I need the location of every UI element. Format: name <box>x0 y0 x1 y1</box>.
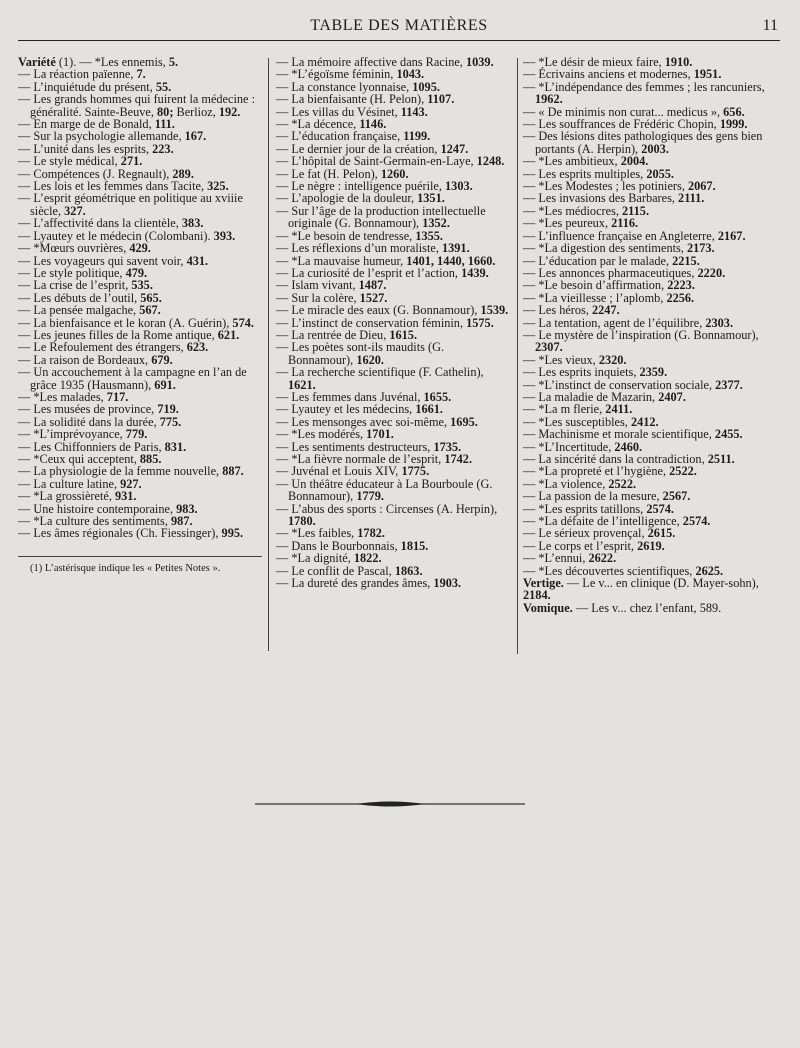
entry-page-ref: 1247. <box>440 141 469 156</box>
entry-title: — Le nègre : intelligence puérile, <box>276 179 446 194</box>
entry-title: — L’éducation par le malade, <box>523 253 673 268</box>
entry-title: — L’esprit géométrique en politique au xviiie siècle, <box>18 191 243 218</box>
entry-page-ref: 1401, 1440, 1660. <box>406 253 496 268</box>
entry-page-ref: 393. <box>213 228 236 243</box>
entry-title: — Un théâtre éducateur à La Bourboule (G. Bonnamour), <box>276 476 493 504</box>
entry-page-ref: 2167. <box>717 228 746 243</box>
entry-title: — *La dignité, <box>276 551 354 566</box>
entry-title: — *Les peureux, <box>523 216 612 231</box>
entry-page-ref: 2407. <box>658 389 686 404</box>
index-entry <box>276 503 512 528</box>
entry-title: — L’hôpital de Saint-Germain-en-Laye, <box>276 154 477 169</box>
entry-page-ref: 2223. <box>667 278 695 293</box>
entry-page-ref: 1143. <box>400 104 428 119</box>
entry-title: — L’abus des sports : Circenses (A. Herpin), <box>276 501 498 516</box>
entry-title: — *Les Modestes ; les potiniers, <box>523 179 688 194</box>
entry-page-ref: 1779. <box>356 489 384 504</box>
entry-page-ref: 1107. <box>427 92 455 107</box>
entry-title: — *La mauvaise humeur, <box>276 253 407 268</box>
entry-page-ref: 574. <box>232 315 254 330</box>
entry-title: — Sur la psychologie allemande, <box>18 129 185 144</box>
entry-page-ref: 2625. <box>695 563 724 578</box>
entry-title: — Les musées de province, <box>18 402 158 417</box>
entry-title: — *L’ennui, <box>523 551 589 566</box>
entry-title: — L’influence française en Angleterre, <box>523 228 718 243</box>
entry-title: — *La violence, <box>523 476 609 491</box>
entry-page-ref: 983. <box>176 501 198 516</box>
entry-title: — *Les découvertes scientifiques, <box>523 563 696 578</box>
entry-title: — La crise de l’esprit, <box>18 278 132 293</box>
page-header <box>18 16 780 42</box>
entry-page-ref: 289. <box>172 166 194 181</box>
index-column-1 <box>18 56 262 575</box>
entry-page-ref: 2067. <box>687 179 716 194</box>
entry-page-ref: 927. <box>120 476 142 491</box>
entry-page-ref: 271. <box>120 154 143 169</box>
entry-title: — Sur l’âge de la production intellectuelle originale (G. Bonnamour), <box>276 203 486 231</box>
entry-page-ref: 431. <box>186 253 209 268</box>
entry-page-ref: 1439. <box>461 265 489 280</box>
entry-title: — Les villas du Vésinet, <box>276 104 401 119</box>
entry-page-ref: 565. <box>140 290 162 305</box>
entry-page-ref: 223. <box>152 141 174 156</box>
index-entry <box>18 527 262 539</box>
entry-page-ref: 679. <box>151 352 173 367</box>
entry-title: — La physiologie de la femme nouvelle, <box>18 464 223 479</box>
entry-page-ref: 535. <box>131 278 153 293</box>
entry-page-ref: 656. <box>723 104 745 119</box>
entry-title: — Écrivains anciens et modernes, <box>523 67 694 82</box>
entry-title: — Les v... chez l’enfant, <box>572 600 700 615</box>
entry-page-ref: 2359. <box>639 365 668 380</box>
entry-title: — Les esprits inquiets, <box>523 365 640 380</box>
entry-page-ref: 2455. <box>714 427 743 442</box>
entry-page-ref: 1352. <box>422 216 450 231</box>
entry-title: — Le style médical, <box>18 154 121 169</box>
entry-title: — *Les modérés, <box>276 427 367 442</box>
entry-title: — « De minimis non curat... medicus », <box>523 104 724 119</box>
entry-title: — La sincérité dans la contradiction, <box>523 452 708 466</box>
entry-title: — La mémoire affective dans Racine, <box>276 55 466 69</box>
index-entry <box>276 205 512 230</box>
index-entry <box>18 93 262 118</box>
entry-title: — Les souffrances de Frédéric Chopin, <box>523 117 720 132</box>
entry-page-ref: 1822. <box>353 551 382 566</box>
entry-page-ref: 779. <box>125 427 148 442</box>
entry-page-ref: 1910. <box>664 55 693 69</box>
entry-page-ref: 1620. <box>356 352 384 367</box>
entry-page-ref: 1701. <box>366 427 394 442</box>
entry-page-ref: 2115. <box>622 203 650 218</box>
entry-title: — La passion de la mesure, <box>523 489 663 504</box>
entry-title: — Les réflexions d’un moraliste, <box>276 241 442 256</box>
entry-page-ref: 2055. <box>646 166 674 181</box>
entry-page-ref: 2004. <box>620 154 649 169</box>
entry-title: — *La fièvre normale de l’esprit, <box>276 452 445 466</box>
index-entry <box>523 81 771 106</box>
entry-title: — Le v... en clinique (D. Mayer-sohn), <box>563 576 759 591</box>
entry-title: — Le miracle des eaux (G. Bonnamour), <box>276 303 481 318</box>
entry-title: — *Les esprits tatillons, <box>523 501 647 516</box>
entry-page-ref: 1661. <box>415 402 443 417</box>
index-column-3 <box>523 56 771 614</box>
entry-title: — Les poètes sont-ils maudits (G. Bonnamour), <box>276 340 445 367</box>
entry-title: — *Le désir de mieux faire, <box>523 55 665 69</box>
page-number: 11 <box>762 17 778 34</box>
entry-page-ref: 2511. <box>707 452 735 466</box>
entry-title: — *Le besoin d’affirmation, <box>523 278 668 293</box>
entry-title: — Lyautey et le médecin (Colombani). <box>18 228 214 243</box>
entry-title: — L’instinct de conservation féminin, <box>276 315 467 330</box>
entry-page-ref: 1782. <box>357 526 385 541</box>
entry-title: — *La digestion des sentiments, <box>523 241 687 256</box>
index-entry <box>276 341 512 366</box>
entry-page-ref: 1742. <box>444 452 473 466</box>
entry-title: — Les femmes dans Juvénal, <box>276 389 424 404</box>
entry-page-ref: 2320. <box>598 352 627 367</box>
entry-title: — *La grossièreté, <box>18 489 115 504</box>
entry-page-ref: 885. <box>139 452 162 466</box>
entry-page-ref: 987. <box>171 514 193 529</box>
entry-title: — Le Refoulement des étrangers, <box>18 340 187 355</box>
entry-title: — L’affectivité dans la clientèle, <box>18 216 182 231</box>
entry-title: — *La défaite de l’intelligence, <box>523 514 683 529</box>
entry-title: — *La propreté et l’hygiène, <box>523 464 670 479</box>
entry-page-ref: 567. <box>139 303 161 318</box>
entry-page-ref: 691. <box>154 377 176 392</box>
entry-title: — *La m flerie, <box>523 402 606 417</box>
entry-heading: Vertige. <box>523 576 564 591</box>
entry-page-ref: 192. <box>218 104 241 119</box>
index-column-2 <box>276 56 512 589</box>
entry-page-ref: 2412. <box>630 414 659 429</box>
entry-title: — *L’instinct de conservation sociale, <box>523 377 716 392</box>
entry-title: — La rentrée de Dieu, <box>276 327 390 342</box>
footnote-rule <box>18 556 262 557</box>
entry-page-ref: 2411. <box>605 402 633 417</box>
entry-title: — *L’indépendance des femmes ; les rancuniers, <box>523 79 765 94</box>
entry-page-ref: 831. <box>164 439 187 454</box>
entry-page-ref: 2184. <box>523 588 551 603</box>
entry-page-ref: 1248. <box>476 154 505 169</box>
entry-title: — Lyautey et les médecins, <box>276 402 416 417</box>
entry-title: — Les héros, <box>523 303 592 318</box>
entry-title: — *La culture des sentiments, <box>18 514 171 529</box>
entry-title: — La bienfaisante (H. Pelon), <box>276 92 428 107</box>
entry-title: — La solidité dans la durée, <box>18 414 160 429</box>
entry-title: — *Le besoin de tendresse, <box>276 228 416 243</box>
entry-page-ref: 2460. <box>614 439 643 454</box>
entry-title-cont: Berlioz, <box>173 104 219 119</box>
entry-title: — Les annonces pharmaceutiques, <box>523 265 698 280</box>
entry-page-ref: 1863. <box>394 563 423 578</box>
entry-title: — La tentation, agent de l’équilibre, <box>523 315 706 330</box>
entry-title: — La maladie de Mazarin, <box>523 389 659 404</box>
entry-title: — Les mensonges avec soi-même, <box>276 414 451 429</box>
entry-title: — Le sérieux provençal, <box>523 526 648 541</box>
entry-page-ref: 5. <box>168 55 179 69</box>
entry-page-ref: 1199. <box>403 129 431 144</box>
entry-title: — Le conflit de Pascal, <box>276 563 395 578</box>
entry-title: — Les invasions des Barbares, <box>523 191 679 206</box>
index-entry <box>18 366 262 391</box>
entry-page-ref: 1615. <box>389 327 418 342</box>
entry-page-ref: 1355. <box>415 228 443 243</box>
entry-page-ref: 325. <box>207 179 229 194</box>
index-entry <box>523 130 771 155</box>
entry-title: — *La décence, <box>276 117 360 132</box>
entry-page-ref: 1951. <box>693 67 722 82</box>
entry-page-ref: 1575. <box>466 315 494 330</box>
entry-page-ref: 479. <box>125 265 148 280</box>
entry-page-ref: 1962. <box>535 92 563 107</box>
entry-page-ref: 1527. <box>359 290 388 305</box>
entry-title: — *Ceux qui acceptent, <box>18 452 140 466</box>
entry-page-ref: 2220. <box>697 265 726 280</box>
entry-page-ref: 2522. <box>608 476 637 491</box>
index-entry <box>523 577 771 602</box>
entry-page-ref: 55. <box>155 79 172 94</box>
entry-page-ref: 995. <box>221 526 244 541</box>
entry-title: — Le dernier jour de la création, <box>276 141 441 156</box>
entry-page-ref: 1695. <box>450 414 478 429</box>
entry-page-ref: 623. <box>186 340 209 355</box>
entry-page-ref: 1043. <box>396 67 425 82</box>
entry-title: — *Les vieux, <box>523 352 599 367</box>
entry-page-ref: 775. <box>159 414 182 429</box>
entry-page-ref: 621. <box>217 327 240 342</box>
entry-title: — La réaction païenne, <box>18 67 137 82</box>
entry-page-ref: 1775. <box>401 464 430 479</box>
entry-title: — L’éducation française, <box>276 129 404 144</box>
entry-page-ref: 2215. <box>672 253 700 268</box>
entry-page-ref: 2003. <box>641 141 669 156</box>
entry-page-ref: 719. <box>157 402 179 417</box>
entry-page-ref: 1303. <box>445 179 473 194</box>
entry-page-ref: 2615. <box>647 526 676 541</box>
entry-title: — Un accouchement à la campagne en l’an de grâce 1935 (Hausmann), <box>18 365 247 392</box>
entry-title: — Les lois et les femmes dans Tacite, <box>18 179 208 194</box>
index-entry <box>276 577 512 589</box>
entry-page-ref: 2111. <box>678 191 705 206</box>
entry-title: — Les esprits multiples, <box>523 166 647 181</box>
entry-title: — La constance lyonnaise, <box>276 79 413 94</box>
entry-page-ref: 2173. <box>686 241 715 256</box>
entry-page-ref: 1391. <box>441 241 470 256</box>
entry-title: — Machinisme et morale scientifique, <box>523 427 715 442</box>
entry-heading: Variété <box>18 55 56 69</box>
entry-page-ref: 2574. <box>646 501 674 516</box>
entry-page-ref: 2303. <box>705 315 734 330</box>
entry-title: — Juvénal et Louis XIV, <box>276 464 402 479</box>
entry-page-ref: 2622. <box>588 551 617 566</box>
page-title: TABLE DES MATIÈRES <box>310 17 488 34</box>
entry-page-ref: 1621. <box>288 377 316 392</box>
entry-page-ref: 717. <box>106 389 129 404</box>
entry-title: — Les voyageurs qui savent voir, <box>18 253 187 268</box>
entry-page-ref: 1487. <box>358 278 387 293</box>
index-entry <box>276 478 512 503</box>
entry-page-ref: 1780. <box>288 514 316 529</box>
entry-title: — Les Chiffonniers de Paris, <box>18 439 165 454</box>
entry-page-ref: 327. <box>64 203 86 218</box>
entry-page-ref: 589. <box>699 600 722 615</box>
entry-page-ref: 2522. <box>669 464 697 479</box>
entry-title: — La recherche scientifique (F. Cathelin), <box>276 365 484 380</box>
entry-title: — La curiosité de l’esprit et l’action, <box>276 265 462 280</box>
entry-page-ref: 1095. <box>412 79 440 94</box>
ornamental-rule <box>255 797 525 811</box>
entry-page-ref: 7. <box>136 67 146 82</box>
entry-title: — Les âmes régionales (Ch. Fiessinger), <box>18 526 222 541</box>
index-entry <box>523 329 771 354</box>
entry-title: (1). — *Les ennemis, <box>55 55 169 69</box>
entry-page-ref: 1655. <box>423 389 452 404</box>
entry-title: — Sur la colère, <box>276 290 360 305</box>
entry-page-ref: 1903. <box>433 576 462 591</box>
entry-page-ref: 2307. <box>535 340 563 355</box>
entry-title: — L’unité dans les esprits, <box>18 141 153 156</box>
entry-page-ref: 2567. <box>662 489 691 504</box>
entry-title: — Le corps et l’esprit, <box>523 538 638 553</box>
entry-page-ref: 1735. <box>433 439 462 454</box>
entry-page-ref: 1539. <box>480 303 509 318</box>
entry-title: — Les sentiments destructeurs, <box>276 439 434 454</box>
entry-title: — *Les susceptibles, <box>523 414 631 429</box>
entry-title: — Compétences (J. Regnault), <box>18 166 173 181</box>
entry-title: — Les jeunes filles de la Rome antique, <box>18 327 218 342</box>
entry-title: — La culture latine, <box>18 476 121 491</box>
entry-title: — La bienfaisance et le koran (A. Guérin), <box>18 315 233 330</box>
index-entry <box>18 192 262 217</box>
entry-title: — En marge de de Bonald, <box>18 117 155 132</box>
entry-title: — Islam vivant, <box>276 278 359 293</box>
entry-page-ref: 2574. <box>682 514 711 529</box>
entry-title: — *L’Incertitude, <box>523 439 615 454</box>
entry-page-ref: 1999. <box>719 117 748 132</box>
entry-page-ref: 2256. <box>666 290 695 305</box>
entry-page-ref: 2377. <box>715 377 743 392</box>
entry-title: — *Les malades, <box>18 389 107 404</box>
footnote: (1) L’astérisque indique les « Petites Notes ». <box>30 562 221 574</box>
entry-heading: Vomique. <box>523 600 573 615</box>
entry-title: — La pensée malgache, <box>18 303 140 318</box>
index-entry <box>276 366 512 391</box>
entry-page-ref: 1815. <box>400 538 429 553</box>
entry-page-ref: 931. <box>114 489 137 504</box>
entry-title: — Une histoire contemporaine, <box>18 501 177 516</box>
entry-title: — Le fat (H. Pelon), <box>276 166 381 181</box>
entry-title: — Les grands hommes qui fuirent la médecine : généralité. Sainte-Beuve, <box>18 92 255 119</box>
entry-title: — *L’égoïsme féminin, <box>276 67 397 82</box>
entry-page-ref: 429. <box>129 241 151 256</box>
entry-page-ref: 887. <box>222 464 244 479</box>
entry-title: — L’inquiétude du présent, <box>18 79 156 94</box>
entry-title: — *L’imprévoyance, <box>18 427 126 442</box>
entry-page-ref: 1039. <box>465 55 494 69</box>
entry-title: — Le style politique, <box>18 265 126 280</box>
entry-title: — *Les médiocres, <box>523 203 623 218</box>
column-divider <box>268 58 269 651</box>
entry-title: — Dans le Bourbonnais, <box>276 538 401 553</box>
entry-page-ref: 2619. <box>637 538 665 553</box>
entry-title: — Des lésions dites pathologiques des gens bien portants (A. Herpin), <box>523 129 763 156</box>
entry-title: — L’apologie de la douleur, <box>276 191 418 206</box>
entry-title: — Les débuts de l’outil, <box>18 290 141 305</box>
entry-title: — *Les ambitieux, <box>523 154 621 169</box>
entry-title: — Le mystère de l’inspiration (G. Bonnamour), <box>523 327 759 342</box>
header-rule <box>18 40 780 41</box>
entry-title: — La raison de Bordeaux, <box>18 352 152 367</box>
entry-page-ref: 1146. <box>359 117 387 132</box>
entry-page-ref: 1351. <box>417 191 445 206</box>
entry-title: — *Mœurs ouvrières, <box>18 241 130 256</box>
entry-page-ref: 2247. <box>591 303 620 318</box>
entry-page-ref: 167. <box>184 129 207 144</box>
entry-page-ref: 383. <box>181 216 204 231</box>
entry-page-ref: 2116. <box>611 216 639 231</box>
entry-page-ref: 80; <box>157 104 174 119</box>
entry-title: — *La vieillesse ; l’aplomb, <box>523 290 667 305</box>
entry-title: — *Les faibles, <box>276 526 358 541</box>
index-entry <box>523 602 771 614</box>
column-divider <box>517 58 518 654</box>
entry-title: — La dureté des grandes âmes, <box>276 576 434 591</box>
entry-page-ref: 111. <box>154 117 175 132</box>
entry-page-ref: 1260. <box>380 166 409 181</box>
